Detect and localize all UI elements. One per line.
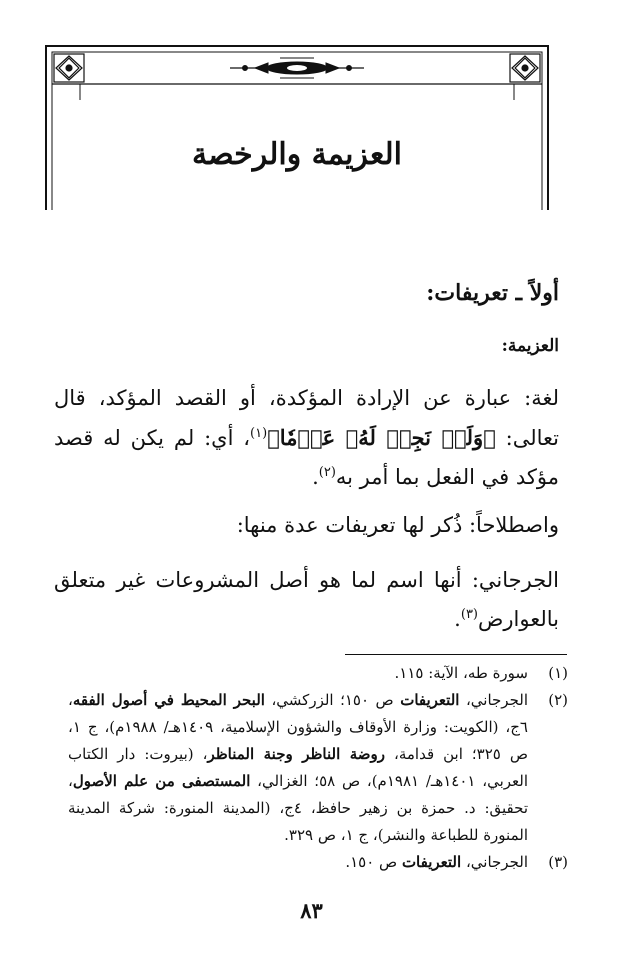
- paragraph-text: الجرجاني: أنها اسم لما هو أصل المشروعات غير متعلق بالعوارض: [54, 568, 559, 631]
- chapter-title: العزيمة والرخصة: [192, 137, 402, 172]
- footnote-1: [68, 660, 568, 687]
- quran-verse: ﴿وَلَمۡ نَجِدۡ لَهُۥ عَزۡمٗا﴾: [267, 425, 496, 450]
- footnote-3: [68, 849, 568, 876]
- footnote-number: (٣): [548, 853, 568, 871]
- footnote-citation: ، تحقيق: د. حمزة بن زهير حافظ، ٤ج، (المدينة المنورة: شركة المدينة المنورة للطباعة والنشر)، ج ١، ص ٣٢٩.: [68, 772, 528, 844]
- footnote-number: (١): [548, 664, 568, 682]
- paragraph-linguistic-definition: [54, 379, 559, 497]
- footnote-book-title: البحر المحيط في أصول الفقه: [72, 691, 265, 709]
- corner-ornament-right-icon: [510, 54, 540, 82]
- footnote-divider: [345, 654, 567, 655]
- footnote-author: الجرجاني،: [459, 691, 529, 709]
- footnote-number: (٢): [548, 691, 568, 709]
- paragraph-tail: .: [454, 607, 461, 631]
- footnote-citation: ، ٦ج، (الكويت: وزارة الأوقاف والشؤون الإسلامية، ١٤٠٩هـ/ ١٩٨٨م)، ج ١، ص ٣٢٥؛ ابن قدامة،: [68, 691, 528, 763]
- paragraph-terminology-intro: واصطلاحاً: ذُكر لها تعريفات عدة منها:: [236, 513, 559, 537]
- footnotes-section: [68, 660, 568, 876]
- chapter-title-frame: [40, 40, 554, 210]
- paragraph-tail: .: [312, 465, 319, 489]
- footnote-book-title: التعريفات: [400, 691, 460, 709]
- page-number: ٨٣: [300, 898, 323, 923]
- footnote-book-title: المستصفى من علم الأصول: [72, 772, 251, 790]
- footnote-citation: ص ١٥٠.: [345, 853, 402, 871]
- corner-ornament-left-icon: [54, 54, 84, 82]
- footnote-text: سورة طه، الآية: ١١٥.: [394, 664, 528, 682]
- footnote-ref-2[interactable]: (٢): [318, 465, 336, 480]
- center-ornament-icon: [230, 58, 364, 78]
- footnote-author: الجرجاني،: [461, 853, 528, 871]
- footnote-book-title: التعريفات: [401, 853, 462, 871]
- footnote-ref-3[interactable]: (٣): [460, 607, 478, 622]
- paragraph-middle: ، أي: لم يكن له قصد مؤكد في الفعل بما أمر به: [54, 426, 559, 489]
- paragraph-jurjani-definition: [54, 561, 559, 639]
- section-subheading: العزيمة:: [501, 336, 559, 356]
- footnote-citation: ص ١٥٠؛ الزركشي،: [264, 691, 401, 709]
- footnote-ref-1[interactable]: (١): [250, 426, 268, 441]
- paragraph-lead: لغة: عبارة عن الإرادة المؤكدة، أو القصد المؤكد، قال تعالى:: [54, 386, 560, 450]
- footnote-citation: ، (بيروت: دار الكتاب العربي، ١٤٠١هـ/ ١٩٨١م)، ص ٥٨؛ الغزالي،: [68, 745, 529, 790]
- footnote-book-title: روضة الناظر وجنة المناظر: [207, 745, 385, 763]
- section-heading: أولاً ـ تعريفات:: [426, 280, 559, 306]
- footnote-2: [68, 687, 568, 849]
